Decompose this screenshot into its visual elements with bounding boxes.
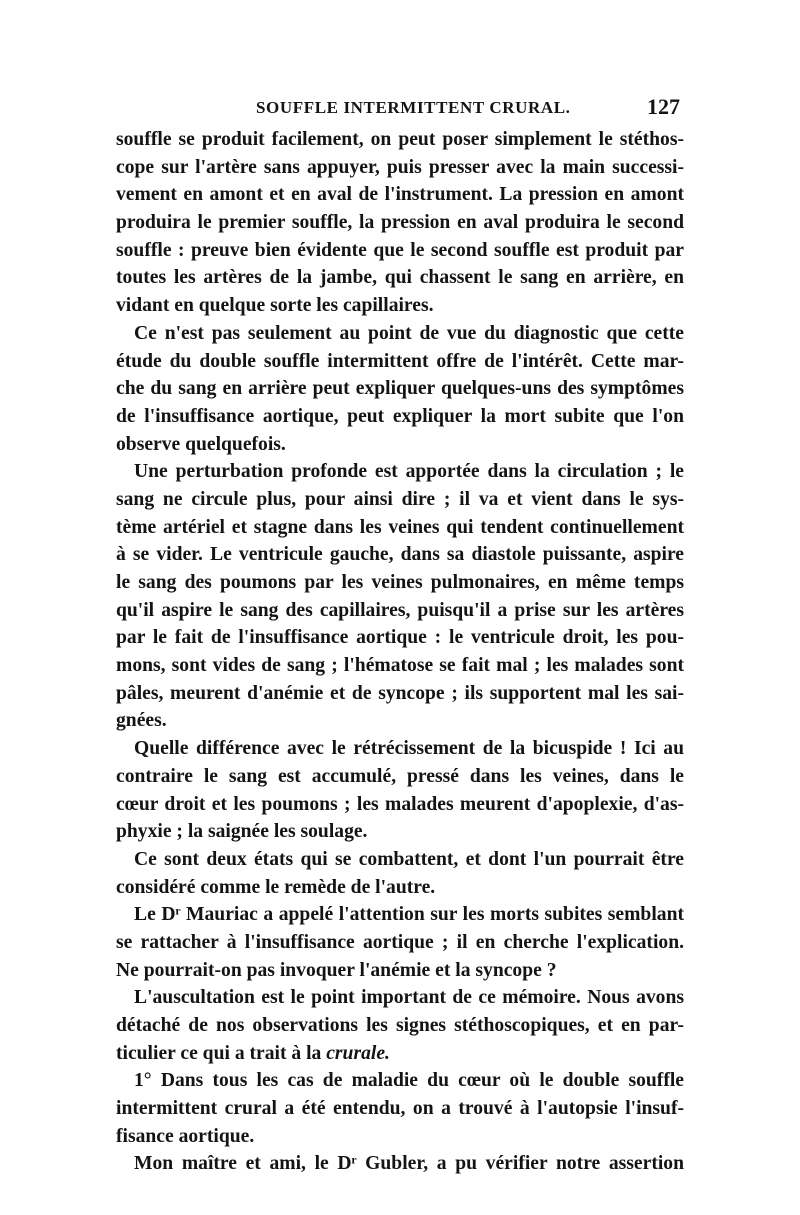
text-line: contraire le sang est accumulé, pressé dans les veines, dans le xyxy=(116,765,684,787)
body-text xyxy=(116,126,684,1178)
text-line: 1° Dans tous les cas de maladie du cœur où le double souffle xyxy=(134,1070,684,1092)
text-line: se rattacher à l'insuffisance aortique ; il en cherche l'explication. xyxy=(116,931,684,953)
text-line: Le Dʳ Mauriac a appelé l'attention sur les morts subites semblant xyxy=(134,904,684,926)
text-line: vidant en quelque sorte les capillaires. xyxy=(116,295,434,317)
text-line: Mon maître et ami, le Dʳ Gubler, a pu vérifier notre assertion xyxy=(134,1153,684,1175)
text-line: étude du double souffle intermittent offre de l'intérêt. Cette mar- xyxy=(116,350,684,372)
text-line: à se vider. Le ventricule gauche, dans sa diastole puissante, aspire xyxy=(116,544,684,566)
text-line: souffle : preuve bien évidente que le second souffle est produit par xyxy=(116,239,684,261)
text-line: gnées. xyxy=(116,710,167,732)
text-line: L'auscultation est le point important de ce mémoire. Nous avons xyxy=(134,987,684,1009)
text-line: Ce n'est pas seulement au point de vue du diagnostic que cette xyxy=(134,322,684,344)
page-number: 127 xyxy=(647,94,680,119)
text-line: vement en amont et en aval de l'instrument. La pression en amont xyxy=(116,184,684,206)
text-line: sang ne circule plus, pour ainsi dire ; il va et vient dans le sys- xyxy=(116,488,684,510)
text-line: cope sur l'artère sans appuyer, puis presser avec la main successi- xyxy=(116,156,684,178)
text-line: pâles, meurent d'anémie et de syncope ; ils supportent mal les sai- xyxy=(116,682,684,704)
running-title: SOUFFLE INTERMITTENT CRURAL. xyxy=(256,98,571,117)
text-line: produira le premier souffle, la pression en aval produira le second xyxy=(116,212,684,234)
text-line: observe quelquefois. xyxy=(116,433,286,455)
text-line: Quelle différence avec le rétrécissement de la bicuspide ! Ici au xyxy=(134,738,684,760)
running-head xyxy=(116,94,682,126)
text-line: Ne pourrait-on pas invoquer l'anémie et la syncope ? xyxy=(116,959,557,981)
text-line: Ce sont deux états qui se combattent, et dont l'un pourrait être xyxy=(134,848,684,870)
text-line: par le fait de l'insuffisance aortique : le ventricule droit, les pou- xyxy=(116,627,684,649)
text-line: intermittent crural a été entendu, on a trouvé à l'autopsie l'insuf- xyxy=(116,1098,684,1120)
text-line: souffle se produit facilement, on peut poser simplement le stéthos- xyxy=(116,129,684,150)
text-line: fisance aortique. xyxy=(116,1125,255,1147)
text-line: cœur droit et les poumons ; les malades meurent d'apoplexie, d'as- xyxy=(116,793,684,815)
text-line: mons, sont vides de sang ; l'hématose se fait mal ; les malades sont xyxy=(116,655,684,677)
text-line: toutes les artères de la jambe, qui chassent le sang en arrière, en xyxy=(116,267,684,289)
text-line: détaché de nos observations les signes stéthoscopiques, et en par- xyxy=(116,1015,684,1036)
text-line: ticulier ce qui a trait à la crurale. xyxy=(116,1042,390,1064)
text-line: le sang des poumons par les veines pulmonaires, en même temps xyxy=(116,572,684,593)
text-line: tème artériel et stagne dans les veines qui tendent continuellement xyxy=(116,516,684,538)
text-line: phyxie ; la saignée les soulage. xyxy=(116,821,368,843)
text-line: Une perturbation profonde est apportée dans la circulation ; le xyxy=(134,461,684,483)
italic-word: crurale. xyxy=(326,1042,390,1064)
text-line: de l'insuffisance aortique, peut expliquer la mort subite que l'on xyxy=(116,405,684,427)
text-line: considéré comme le remède de l'autre. xyxy=(116,876,436,898)
text-line: qu'il aspire le sang des capillaires, puisqu'il a prise sur les artères xyxy=(116,599,684,621)
text-line: che du sang en arrière peut expliquer quelques-uns des symptômes xyxy=(116,378,684,400)
